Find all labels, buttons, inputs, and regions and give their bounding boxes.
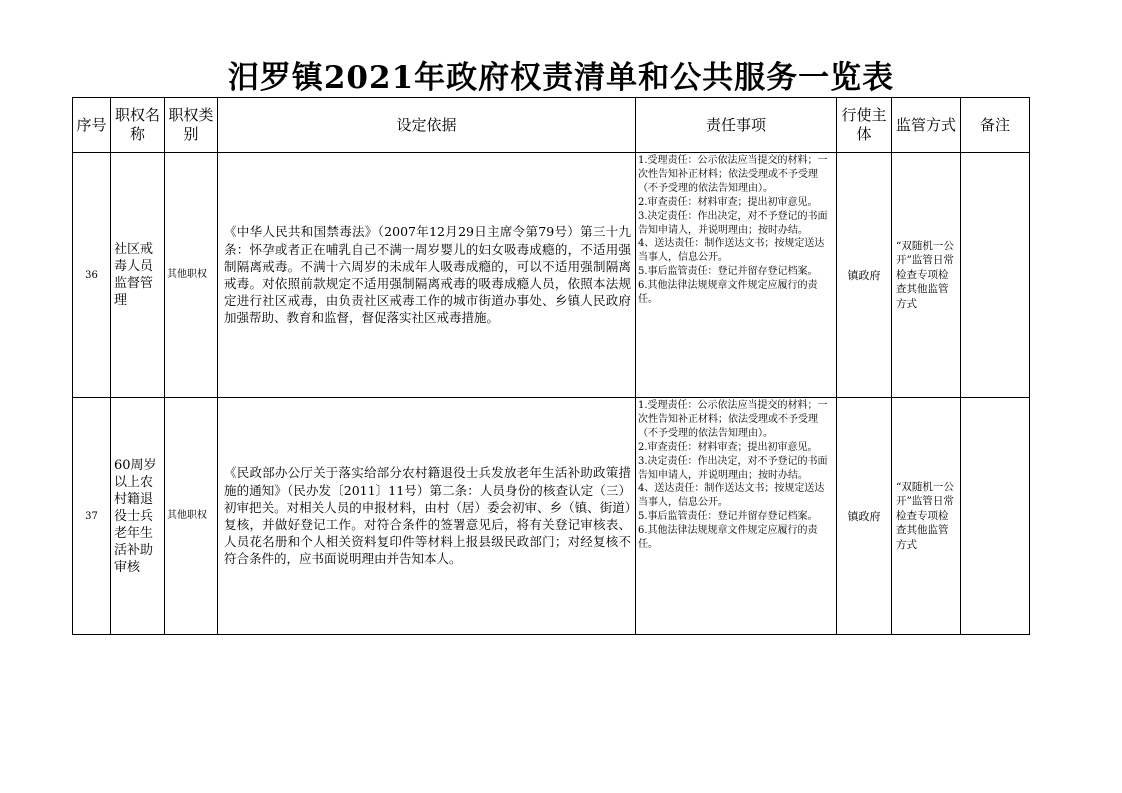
supervision-method: “双随机一公开”监管日常检查专项检查其他监管方式 [892,398,961,635]
table-row [73,398,1030,635]
responsibility-item: 4、送达责任：制作送达文书；按规定送达当事人，信息公开。 [638,483,825,509]
header-name: 职权名称 [111,98,165,153]
legal-basis: 《中华人民共和国禁毒法》（2007年12月29日主席令第79号）第三十九条：怀孕或者正在哺乳自己不满一周岁婴儿的妇女吸毒成瘾的，不适用强制隔离戒毒。不满十六周岁的未成年人吸毒成瘾的，可以不适用强制隔离戒毒。对依照前款规定不适用强制隔离戒毒的吸毒成瘾人员，依照本法规定进行社区戒毒，由负责社区戒毒工作的城市街道办事处、乡镇人民政府加强帮助、教育和监督，督促落实社区戒毒措施。 [218,153,636,398]
row-number: 36 [73,153,111,398]
header-basis: 设定依据 [218,98,636,153]
responsibility-item: 1.受理责任：公示依法应当提交的材料；一次性告知补正材料；依法受理或不予受理（不予受理的依法告知理由）。 [638,155,828,194]
row-number: 37 [73,398,111,635]
responsibility-item: 2.审查责任：材料审查；提出初审意见。 [638,196,818,208]
responsibility-items [636,153,837,398]
header-no: 序号 [73,98,111,153]
responsibility-item: 3.决定责任：作出决定，对不予登记的书面告知申请人，并说明理由；按时办结。 [638,455,828,481]
header-type: 职权类别 [165,98,218,153]
header-responsibility: 责任事项 [636,98,837,153]
responsibility-item: 6.其他法律法规规章文件规定应履行的责任。 [638,280,818,306]
note-cell [961,153,1030,398]
responsibility-item: 6.其他法律法规规章文件规定应履行的责任。 [638,525,818,551]
responsibility-item: 5.事后监管责任：登记并留存登记档案。 [638,511,818,523]
header-supervision: 监管方式 [892,98,961,153]
executing-subject: 镇政府 [837,153,892,398]
authority-type: 其他职权 [165,153,218,398]
header-subject: 行使主体 [837,98,892,153]
responsibility-item: 5.事后监管责任：登记并留存登记档案。 [638,266,818,278]
supervision-method: “双随机一公开”监管日常检查专项检查其他监管方式 [892,153,961,398]
responsibility-item: 4、送达责任：制作送达文书；按规定送达当事人，信息公开。 [638,238,825,264]
authority-name: 60周岁以上农村籍退役士兵老年生活补助审核 [111,398,165,635]
responsibility-item: 3.决定责任：作出决定，对不予登记的书面告知申请人，并说明理由；按时办结。 [638,210,828,236]
responsibility-item: 1.受理责任：公示依法应当提交的材料；一次性告知补正材料；依法受理或不予受理（不予受理的依法告知理由）。 [638,400,828,439]
header-row [73,98,1030,153]
responsibility-items [636,398,837,635]
note-cell [961,398,1030,635]
executing-subject: 镇政府 [837,398,892,635]
authority-name: 社区戒毒人员监督管理 [111,153,165,398]
table-row [73,153,1030,398]
header-note: 备注 [961,98,1030,153]
page-title: 汨罗镇2021年政府权责清单和公共服务一览表 [227,60,895,96]
authority-type: 其他职权 [165,398,218,635]
responsibility-item: 2.审查责任：材料审查；提出初审意见。 [638,441,818,453]
legal-basis: 《民政部办公厅关于落实给部分农村籍退役士兵发放老年生活补助政策措施的通知》（民办发〔2011〕11号）第二条：人员身份的核查认定（三）初审把关。对相关人员的申报材料，由村（居）委会初审、乡（镇、街道）复核，并做好登记工作。对符合条件的签署意见后，将有关登记审核表、人员花名册和个人相关资料复印件等材料上报县级民政部门；对经复核不符合条件的，应书面说明理由并告知本人。 [218,398,636,635]
authority-table [72,97,1030,635]
